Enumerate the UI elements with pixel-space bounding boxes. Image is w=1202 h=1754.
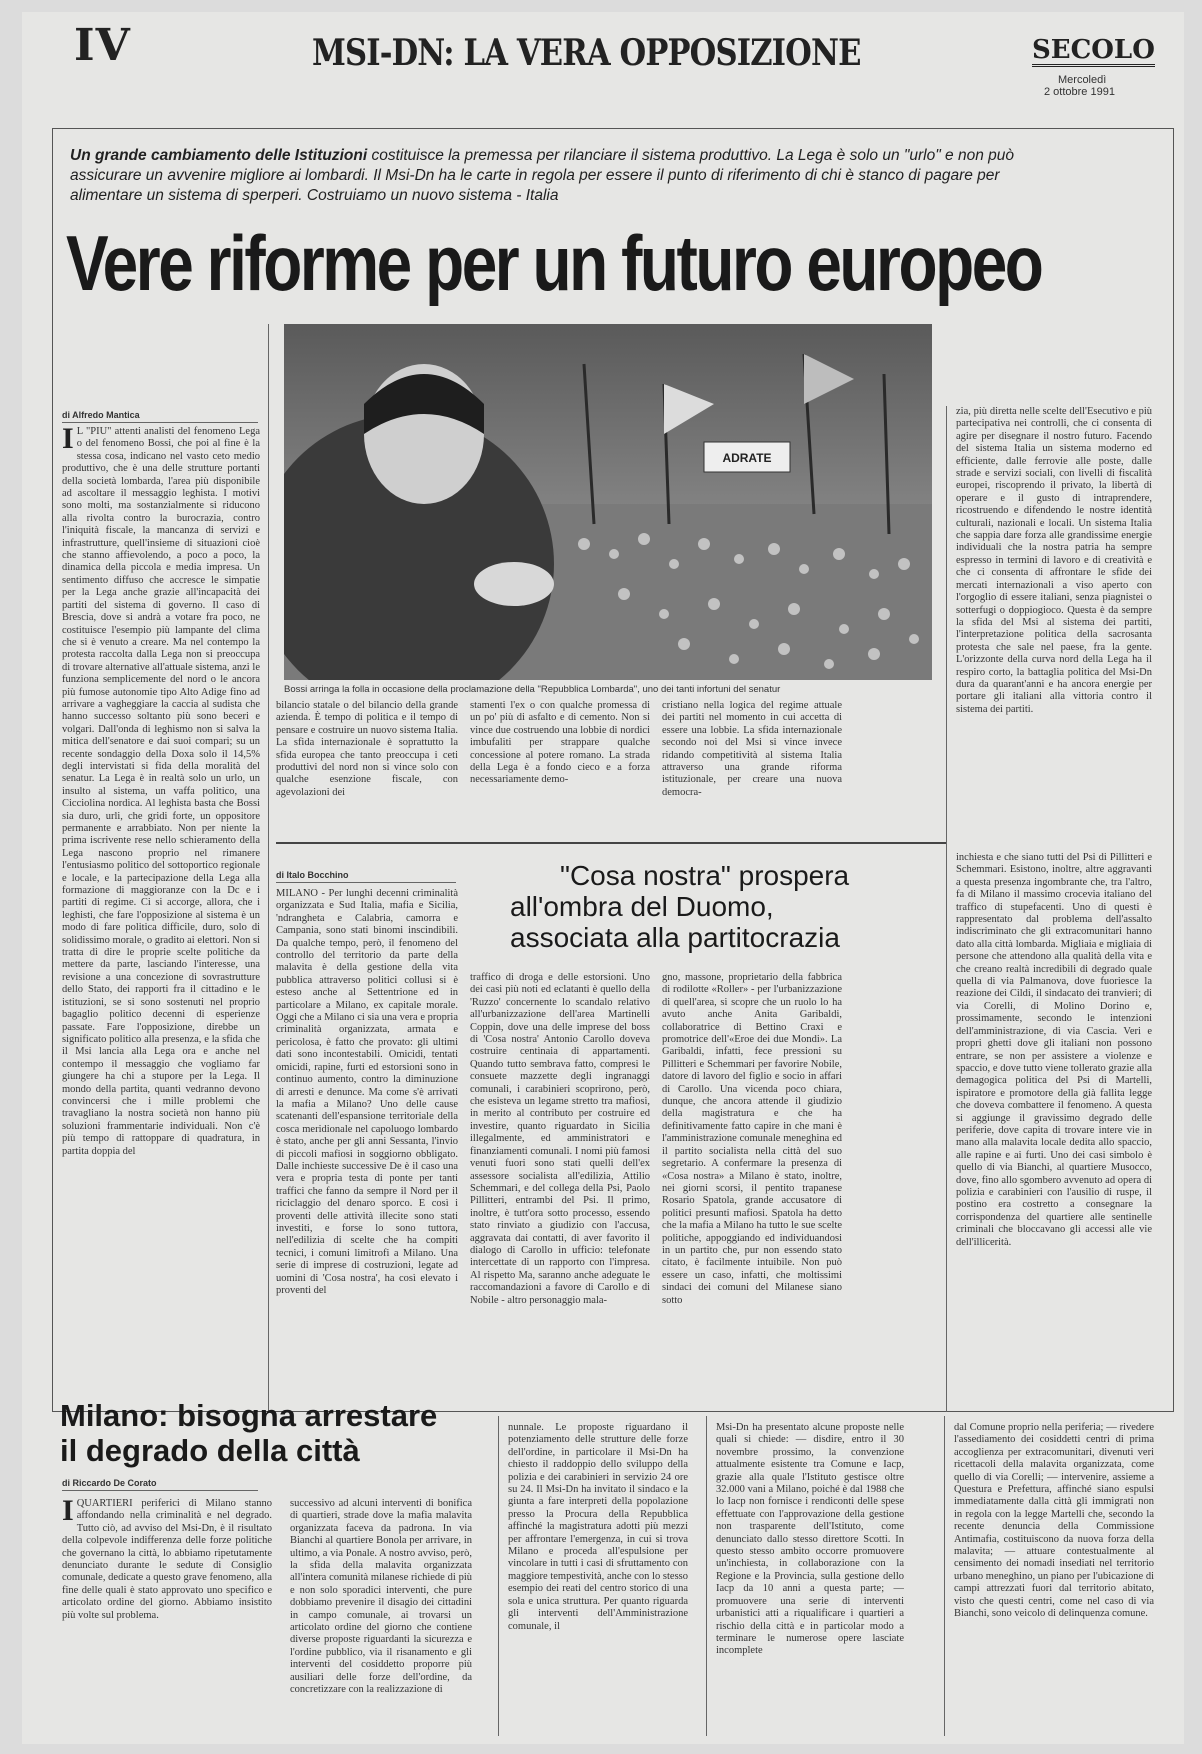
byline-rule xyxy=(276,882,456,883)
milano-byline: di Riccardo De Corato xyxy=(62,1478,157,1488)
page-number: IV xyxy=(74,20,131,71)
lead-byline: di Alfredo Mantica xyxy=(62,410,140,420)
milano-column-5: dal Comune proprio nella periferia; — rivedere l'assediamento dei cosiddetti centri di prima accoglienza per extracomunitari, divenuti veri ricettacoli della malavita organizzata, come quello di via Corelli; — intervenire, assieme a Questura e Prefettura, affinché siano espulsi immediatamente dalla città gli immigrati non in regola con la legge Martelli che, secondo la recente denuncia della Commissione Antimafia, costituiscono da nuova forza della malavita; — attuare contestualmente al censimento dei nomadi insediati nel territorio urbano meneghino, un piano per l'ubicazione di campi attrezzati fuori dal territorio abitato, visto che questi centri, come nel caso di via Bianchi, sono veicolo di delinquenza comune. xyxy=(954,1422,1154,1620)
milano-dropcap: I xyxy=(62,1498,74,1527)
newspaper-page xyxy=(22,12,1184,1744)
mafia-headline xyxy=(510,860,950,953)
mafia-headline-line-2: all'ombra del Duomo, xyxy=(510,891,774,922)
column-rule xyxy=(498,1416,499,1736)
byline-rule xyxy=(62,422,258,423)
lead-photo-caption: Bossi arringa la folla in occasione della proclamazione della "Repubblica Lombarda", uno dei tanti infortuni del senatur xyxy=(284,684,781,695)
mafia-column-4: inchiesta e che siano tutti del Psi di Pillitteri e Schemmari. Esistono, inoltre, altre aggravanti a questa presenza ingombrante che, tra l'altro, fa di Milano il massimo crocevia italiano del traffico di stupefacenti. Uno di questi è rappresentato dal problema dell'assalto indiscriminato che gli extracomunitari hanno dato alla città lombarda. Migliaia e migliaia di persone che attendono alla qualità della vita e che creano realtà incredibili di degrado quale quella di via Palmanova, dove fuoriesce la reazione dei Cildi, il sindacato dei tranvieri; di via Corelli, di Molino Dorino e, prossimamente, secondo le intenzioni dell'amministrazione, di via Cascia. Veri e propri ghetti dove gli italiani non possono entrare, se non per assistere a violenze e spaccio, e dove tutto viene tollerato grazie alla demagogica politica del Psi di Martelli, ispiratore e promotore della già fallita legge che doveva combattere il fenomeno. A questa si aggiunge il gravissimo degrado delle periferie, dove capita di trovare intere vie in mano alla malavita locale dedita allo spaccio, alle rapine e ai furti. Uno dei casi simbolo è quello di via Bianchi, al quartiere Musocco, dove, fino allo sgombero avvenuto ad opera di polizia e carabinieri con l'ausilio di ruspe, il postino era costretto a consegnare la corrispondenza del quartiere alle sentinelle criminali che bloccavano gli accessi alle vie dell'illicerità. xyxy=(956,852,1152,1248)
milano-column-2: successivo ad alcuni interventi di bonifica di quartieri, strade dove la mafia malavita organizzata faceva da padrona. In via Bianchi al quartiere Bonola per arrivare, in ultimo, a via Ponale. A nostro avviso, però, la sfida della malavita organizzata all'intera comunità milanese richiede di più e non solo sporadici interventi, che pure dobbiamo prevenire il disagio dei cittadini in campo comunale, ai trovarsi un articolato ordine del giorno che contiene diverse proposte riguardanti la sicurezza e l'ordine pubblico, via il risanamento e gli interventi del cosiddetto proporre più ausiliari delle forze dell'ordine, da concretizzare con la realizzazione di xyxy=(290,1498,472,1696)
mafia-column-3: gno, massone, proprietario della fabbrica di rodilotte «Roller» - per l'urbanizzazione di quell'area, si scopre che un ruolo lo ha avuto anche Anita Garibaldi, collaboratrice di Bettino Craxi e promotrice dell'«Eroe dei due Mondi». La Garibaldi, infatti, fece pressioni su Pillitteri e Schemmari per favorire Nobile, datore di lavoro del figlio e socio in affari di Carollo. Una vicenda poco chiara, dunque, che ancora attende il giudizio della magistratura e che ha definitivamente fatto capire in che mani è l'amministrazione comunale meneghina ed il partito socialista nella città del suo segretario. A confermare la presenza di «Cosa nostra» a Milano è stato, inoltre, nei giorni scorsi, il pentito trapanese Rosario Spatola, grande accusatore di politici presunti mafiosi. Spatola ha detto che la mafia a Milano ha tutto le sue scelte politiche, appoggiando ed individuandosi in un partito che, pur non essendo stato citato, è facilmente intuibile. Non può essere un caso, infatti, che moltissimi sindaci dei comuni del Milanese siano sotto xyxy=(662,972,842,1306)
column-rule xyxy=(268,324,269,1412)
mafia-headline-line-1: "Cosa nostra" prospera xyxy=(560,860,850,891)
lead-column-1 xyxy=(62,426,260,1412)
lead-kicker xyxy=(70,146,1030,206)
photo-sign-text: ADRATE xyxy=(722,451,772,465)
milano-column-1-text: QUARTIERI periferici di Milano stanno affondando nella criminalità e nel degrado. Tutto ciò, ad avviso del Msi-Dn, è il risultato della colpevole indifferenza delle forze politiche che governano la città, lo abbiamo ripetutamente denunciato durante le sedute di Consiglio comunale, dedicate a questo grave fenomeno, alla fine delle quali è stato approvato uno specifico e articolato ordine del giorno. Abbiamo insistito più volte sul problema. xyxy=(62,1498,272,1621)
lead-kicker-bold: Un grande cambiamento delle Istituzioni xyxy=(70,147,368,164)
mafia-column-1: MILANO - Per lunghi decenni criminalità organizzata e Sud Italia, mafia e Sicilia, 'ndrangheta e Calabria, camorra e Campania, sono stati binomi inscindibili. Da qualche tempo, però, il fenomeno del controllo del territorio da parte della malavita è della gestione della vita pubblica attraverso politici collusi si è esteso anche al Settentrione ed in particolare a Milano, ex capitale morale. Oggi che a Milano ci sia una vera e propria criminalità organizzata, armata e pericolosa, è fatto che provato: gli ultimi dati sono incontestabili. Omicidi, tentati omicidi, rapine, furti ed estorsioni sono in continuo aumento, contro la diminuzione di arresti e denunce. Ma come s'è arrivati la mafia a Milano? Uno delle cause scatenanti dell'espansione territoriale della cosca meridionale nel capoluogo lombardo è stato, anche per gli anni Sessanta, l'invio di piccoli mafiosi in soggiorno obbligato. Dalle inchieste successive De è il caso una vera e propria testa di ponte per tanti traffici che fanno da sempre il Nord per il riciclaggio del denaro sporco. E così i proventi delle attività illecite sono stati investiti, e forse lo sono tuttora, nell'edilizia di scelte che ha compiti tecnici, i comuni limitrofi a Milano. Una serie di imprese di costruzioni, legate ad uomini di 'Cosa nostra', ha così elevato i proventi del xyxy=(276,888,458,1296)
masthead-logo: SECOLO xyxy=(1032,35,1155,65)
section-title: MSI-DN: LA VERA OPPOSIZIONE xyxy=(312,32,861,74)
lead-column-2: bilancio statale o del bilancio della grande azienda. È tempo di politica e il tempo di pensare e costruire un nuovo sistema Italia. La sfida internazionale è soprattutto la sfida europea che tanto preoccupa i ceti produttivi del nord non si vince solo con qualche esenzione fiscale, con agevolazioni dei xyxy=(276,700,458,798)
mafia-headline-line-3: associata alla partitocrazia xyxy=(510,922,840,953)
milano-headline-line-1: Milano: bisogna arrestare xyxy=(60,1398,438,1433)
lead-dropcap: I xyxy=(62,426,74,455)
column-rule xyxy=(706,1416,707,1736)
lead-column-5: zia, più diretta nelle scelte dell'Esecutivo e più partecipativa nei controlli, che ci consenta di agire per disegnare il nostro futuro. Facendo del sistema Italia un sistema moderno ed efficiente, dalle ferrovie alle poste, dalle strade e servizi sociali, con livelli di fiscalità europei, riscoprendo il privato, la libertà di operare e il gusto di intraprendere, ricostruendo e difendendo le nostre identità culturali, nazionali e locali. Un sistema Italia che sappia dare forza alle grandissime energie individuali che la nostra patria ha sempre espresso in termini di lavoro e di creatività e che ci consenta di affrontare le sfide dei mercati internazionali a viso aperto con l'orgoglio di essere italiani, senza piagnistei o sotterfugi o doppiogioco. Questa è da sempre la sfida del Msi al sistema dei partiti, l'interpretazione politica della sacrosanta protesta che sale nel paese, fra la gente. L'orizzonte della curva nord della Lega ha il respiro corto, la battaglia politica del Msi-Dn dura da quarant'anni e ha ancora energie per portare gli italiani alla vittoria contro il sistema dei partiti. xyxy=(956,406,1152,715)
milano-headline-line-2: il degrado della città xyxy=(60,1433,360,1468)
lead-column-1-first: L "PIU" attenti analisti del fenomeno Lega o del fenomeno Bossi, che poi al fine è la stessa cosa, indicano nel vasto ceto medio produttivo, che è una delle strutture portanti della società lombarda, l'area più disponibile ad ascoltare il messaggio leghista. I motivi sono molti, ma sostanzialmente si riducono alla rivolta contro la burocrazia, contro l'iniquità fiscale, la mancanza di servizi e infrastrutture, quell'insieme di situazioni cioè che stanno affievolendo, a poco a poco, la dinamica della piccola e media impresa. Un sentimento diffuso che accresce le simpatie per la Lega anche grazie all'incapacità dei partiti del sistema di governo. Il caso di Brescia, dove si andrà a votare fra poco, ne costituisce l'esempio più lampante del clima che si è venuto a creare. xyxy=(62,426,260,648)
section-divider xyxy=(276,842,946,844)
lead-column-4: cristiano nella logica del regime attuale dei partiti nel momento in cui accetta di essere una lobbie. La sfida internazionale secondo noi del Msi si vince invece ridando competitività al sistema Italia attraverso una grande riforma istituzionale, per creare una nuova democra- xyxy=(662,700,842,798)
lead-photo xyxy=(284,324,932,680)
lead-column-3: stamenti l'ex o con qualche promessa di un po' più di asfalto e di cemento. Non si vince due costruendo una lobbie di nordici imbufaliti per strappare qualche concessione al potere romano. La strada della Lega è a fondo cieco e a forza necessariamente demo- xyxy=(470,700,650,786)
column-rule xyxy=(944,1416,945,1736)
header-date: 2 ottobre 1991 xyxy=(1044,86,1115,98)
lead-column-1-rest: Ma nel contempo la protesta raccolta dalla Lega non si preoccupa di trovare alternative all'attuale sistema, anzi le funziona semplicemente del nord o le ancora più fumose autonomie tipo Alto Adige fino ad arrivare a vagheggiare la caccia al sudista che hanno successo soltanto più sono beceri e volgari. Dall'onda di leghismo non si salva la mitica dell'senatore e dai suoi compari; su un recente sondaggio della Doxa solo il 14,5% degli intervistati si fida della moralità del senatur. La Lega è in realtà solo un urlo, un insulto al sistema, un vaffa politico, una Cicciolina nordica. Al leghista basta che Bossi sia duro, urli, che gridi forte, un oppositore permanente e arrabbiato. Non per niente la prima iscrivente rese nello schieramento della Lega nascono proprio nel rimanere l'entusiasmo politico del sottoportico regionale e locale, e la partecipazione della Lega alla formazione di maggioranze con la Dc e i partiti di regime. Ci si accorge, allora, che i leghisti, che fare l'opposizione al sistema è un modo di fare politica difficile, duro, solo di solidissimo morale, o gradito ai elettori. Non si tratta di dire le proprie scelte politiche da mettere da parte, lasciando l'interesse, una revisione a una concezione di sovrastrutture dello Stato, dei rapporti fra il cittadino e le istituzioni, se si sono sostenuti nel proprio bagaglio politico decenni di esperienze passate. Fare l'opposizione, direbbe un significato politico alla presenza, e la sfida che il Msi lancia alla Lega ora e anche nel contempo il messaggio che vogliamo far giungere ha chi a stupore per la Lega. Il mondo della partita, quanti vedranno devono convincersi che i mille problemi che travagliano la nostra società non hanno più soluzioni frammentarie individuali. Non c'è più tempo di rattoppare di quadratura, in partita doppia del xyxy=(62,636,260,1157)
header-day: Mercoledì xyxy=(1058,74,1107,86)
mafia-byline: di Italo Bocchino xyxy=(276,870,349,880)
milano-column-1 xyxy=(62,1498,272,1736)
milano-headline xyxy=(60,1398,480,1468)
byline-rule xyxy=(62,1490,258,1491)
crowd-photo xyxy=(284,324,932,680)
mafia-column-2: traffico di droga e delle estorsioni. Uno dei casi più noti ed eclatanti è quello della 'Ruzzo' concernente lo scandalo relativo all'urbanizzazione dell'area Martinelli Coppin, dove una delle imprese del boss di 'Cosa nostra' Antonio Carollo doveva costruire centinaia di appartamenti. Quando tutto sembrava fatto, compresi le consuete mazzette degli ingranaggi comunali, i carabinieri scoprirono, però, che esisteva un legame stretto tra mafiosi, in merito al contributo per costruire ed investire, quanto riguardato in Sicilia illegalmente, ed amministratori e finanziamenti comunali. I nomi più famosi venuti fuori sono stati quelli dell'ex assessore socialista all'edilizia, Attilio Schemmari, e del collega della Psi, Paolo Pillitteri, entrambi del Psi. Il primo, inoltre, è tutt'ora sotto processo, essendo stato rinviato a giudizio con l'accusa, aggravata dai contatti, di aver favorito il dialogo di Carollo in ufficio: telefonate intercettate di un rapporto con l'impresa. Al rispetto Ma, saranno anche adeguate le raccomandazioni a favore di Carollo e di Nobile - altro personaggio mala- xyxy=(470,972,650,1306)
lead-headline: Vere riforme per un futuro europeo xyxy=(66,219,1042,307)
milano-column-3: nunnale. Le proposte riguardano il potenziamento delle strutture delle forze dell'ordine, in particolare il Msi-Dn ha chiesto il raddoppio dello sviluppo della polizia e dei carabinieri in servizio 24 ore su 24. Il Msi-Dn ha invitato il sindaco e la giunta a fare interpreti della popolazione presso la Procura della Repubblica affinché la magistratura adotti più mezzi per affrontare l'emergenza, in cui si trova Milano e proceda all'espulsione per vincolare in tutti i casi di sfruttamento con maggiore tempestività, anche con lo stesso esempio dei reati del centro storico di una sola e unica struttura. Per quanto riguarda gli interventi dell'Amministrazione comunale, il xyxy=(508,1422,688,1632)
milano-column-4: Msi-Dn ha presentato alcune proposte nelle quali si chiede: — disdire, entro il 30 novembre prossimo, la convenzione attualmente esistente tra Comune e Iacp, grazie alla quale l'Istituto gestisce oltre 32.000 vani a Milano, poiché è dal 1988 che lo Iacp non fornisce i rendiconti delle spese effettuate con l'approvazione della gestione non trasparente dell'Istituto, come denunciato dallo stesso direttore Scotti. In questo stesso ambito occorre promuovere un'inchiesta, in collaborazione con la Regione e la Provincia, sulla gestione dello Iacp da 10 anni a questa parte; — promuovere una serie di interventi urbanistici atti a riqualificare i quartieri a rischio della città e in particolar modo a terminare le numerose opere lasciate incomplete xyxy=(716,1422,904,1657)
lead-kicker-text: costituisce la premessa per rilanciare il sistema produttivo. La Lega è solo un "urlo" e non può assicurare un avvenire migliore ai lombardi. Il Msi-Dn ha le carte in regola per essere il punto di riferimento di chi è stanco di pagare per alimentare un sistema di sperperi. Costruiamo un nuovo sistema - Italia xyxy=(70,147,1014,204)
